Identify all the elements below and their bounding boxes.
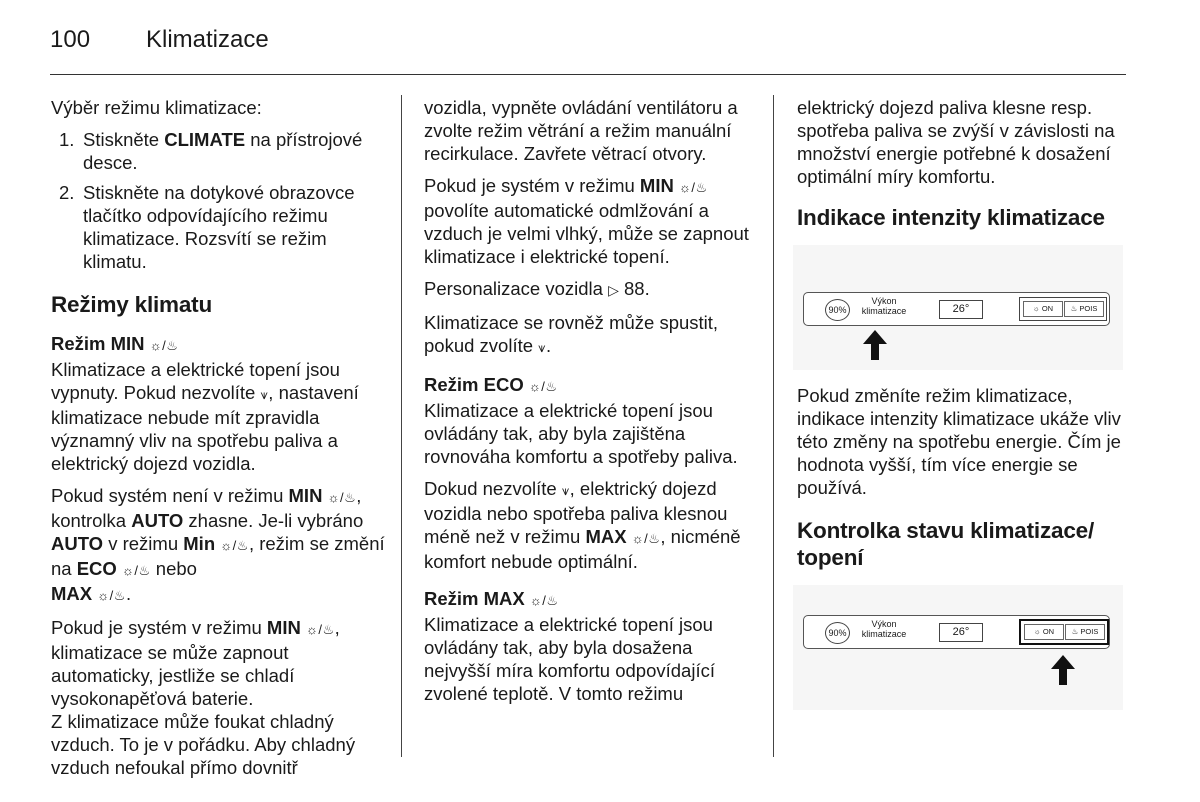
min-mode-heading: Režim MIN ☼/♨ (51, 333, 179, 354)
mode-symbol-icon: ☼/♨ (327, 490, 357, 505)
mode-symbol-icon: ☼/♨ (220, 538, 249, 553)
intensity-label: Výkon klimatizace (861, 619, 907, 639)
intensity-percent-indicator: 90% (825, 299, 850, 321)
section-heading-intensity: Indikace intenzity klimatizace (797, 205, 1105, 230)
defrost-icon: ⩛ (538, 340, 546, 355)
max-mode-text: Klimatizace a elektrické topení jsou ovládány tak, aby byla dosažena nejvyšší míra komfortu odpovídající zvolené teplotě. V tomto režimu (424, 614, 715, 704)
mode-symbol-icon: ☼/♨ (528, 379, 558, 394)
ventilation-text: vozidla, vypněte ovládání ventilátoru a zvolte režim větrání a režim manuální recirkulace. Zavřete větrací otvory. (424, 97, 738, 164)
ac-on-button: ☼ ON (1023, 301, 1063, 317)
min-mode-text: Klimatizace a elektrické topení jsou vypnuty. Pokud nezvolíte ⩛, nastavení klimatizace nebude mít zpravidla významný vliv na spotřebu paliva a elektrický dojezd vozidla. (51, 359, 359, 474)
column-divider-1 (401, 95, 402, 757)
section-heading-climate-modes: Režimy klimatu (51, 292, 213, 317)
cold-air-text: Z klimatizace může foukat chladný vzduch. To je v pořádku. Aby chladný vzduch nefoukal přímo dovnitř (51, 711, 356, 778)
climate-panel (803, 615, 1110, 649)
eco-range-text: Dokud nezvolíte ⩛, elektrický dojezd vozidla nebo spotřeba paliva klesnou méně než v režimu MAX ☼/♨, nicméně komfort nebude optimální. (424, 478, 741, 572)
intensity-percent-indicator: 90% (825, 622, 850, 644)
mode-symbol-icon: ☼/♨ (97, 588, 126, 603)
pointer-arrow-icon (863, 330, 887, 360)
step-2: 2. Stiskněte na dotykové obrazovce tlačítko odpovídajícího režimu klimatizace. Rozsvítí se režim klimatu. (59, 182, 355, 272)
energy-consumption-text: elektrický dojezd paliva klesne resp. spotřeba paliva se zvýší v závislosti na množství energie potřebné k dosažení optimální míry komfortu. (797, 97, 1115, 187)
steps-list (51, 128, 386, 273)
status-button-group (1019, 297, 1107, 321)
defrost-icon: ⩛ (260, 387, 269, 402)
mode-symbol-icon: ☼/♨ (631, 531, 661, 546)
min-auto-text: Pokud systém není v režimu MIN ☼/♨, kontrolka AUTO zhasne. Je-li vybráno AUTO v režimu Min ☼/♨, režim se změní na ECO ☼/♨ nebo MAX ☼/♨. (51, 485, 385, 604)
reference-arrow-icon: ▷ (608, 282, 619, 298)
start-climate-text: Klimatizace se rovněž může spustit, pokud zvolíte ⩛. (424, 312, 719, 356)
min-battery-text: Pokud je systém v režimu MIN ☼/♨, klimatizace se může zapnout automaticky, jestliže se chladí vysokonapěťová baterie. (51, 617, 340, 709)
pointer-arrow-icon (1051, 655, 1075, 685)
eco-mode-text: Klimatizace a elektrické topení jsou ovládány tak, aby byla zajištěna rovnováha komfortu a spotřeby paliva. (424, 400, 738, 467)
mode-symbol-icon: ☼/♨ (305, 622, 335, 637)
intro-text: Výběr režimu klimatizace: (51, 97, 262, 118)
intensity-description: Pokud změníte režim klimatizace, indikace intenzity klimatizace ukáže vliv této změny na spotřebu energie. Čím je hodnota vyšší, tím více energie se používá. (797, 385, 1121, 498)
temperature-display: 26° (939, 300, 983, 319)
column-1 (51, 96, 386, 788)
section-heading-status: Kontrolka stavu klimatizace/ topení (797, 518, 1095, 570)
personalization-ref: Personalizace vozidla ▷ 88. (424, 278, 650, 299)
page-title: Klimatizace (146, 26, 269, 53)
defog-text: Pokud je systém v režimu MIN ☼/♨ povolíte automatické odmlžování a vzduch je velmi vlhký, může se zapnout klimatizace i elektrické topení. (424, 175, 749, 267)
heating-button: ♨ POIS (1065, 624, 1105, 640)
temperature-display: 26° (939, 623, 983, 642)
status-indicator-figure (793, 585, 1123, 710)
status-button-group (1019, 619, 1109, 645)
step-1: 1. Stiskněte CLIMATE na přístrojové desce. (59, 129, 363, 173)
mode-symbol-icon: ☼/♨ (121, 563, 151, 578)
defrost-icon: ⩛ (561, 483, 570, 498)
max-mode-heading: Režim MAX ☼/♨ (424, 588, 559, 609)
ac-on-button: ☼ ON (1024, 624, 1064, 640)
intensity-label: Výkon klimatizace (861, 296, 907, 316)
header-rule (50, 74, 1126, 75)
mode-symbol-icon: ☼/♨ (678, 180, 708, 195)
column-3 (797, 96, 1127, 724)
heating-button: ♨ POIS (1064, 301, 1104, 317)
mode-symbol-icon: ☼/♨ (149, 338, 179, 353)
column-2 (424, 96, 759, 714)
eco-mode-heading: Režim ECO ☼/♨ (424, 374, 558, 395)
column-divider-2 (773, 95, 774, 757)
intensity-indicator-figure (793, 245, 1123, 370)
mode-symbol-icon: ☼/♨ (529, 593, 559, 608)
climate-panel (803, 292, 1110, 326)
page-number: 100 (50, 26, 91, 53)
